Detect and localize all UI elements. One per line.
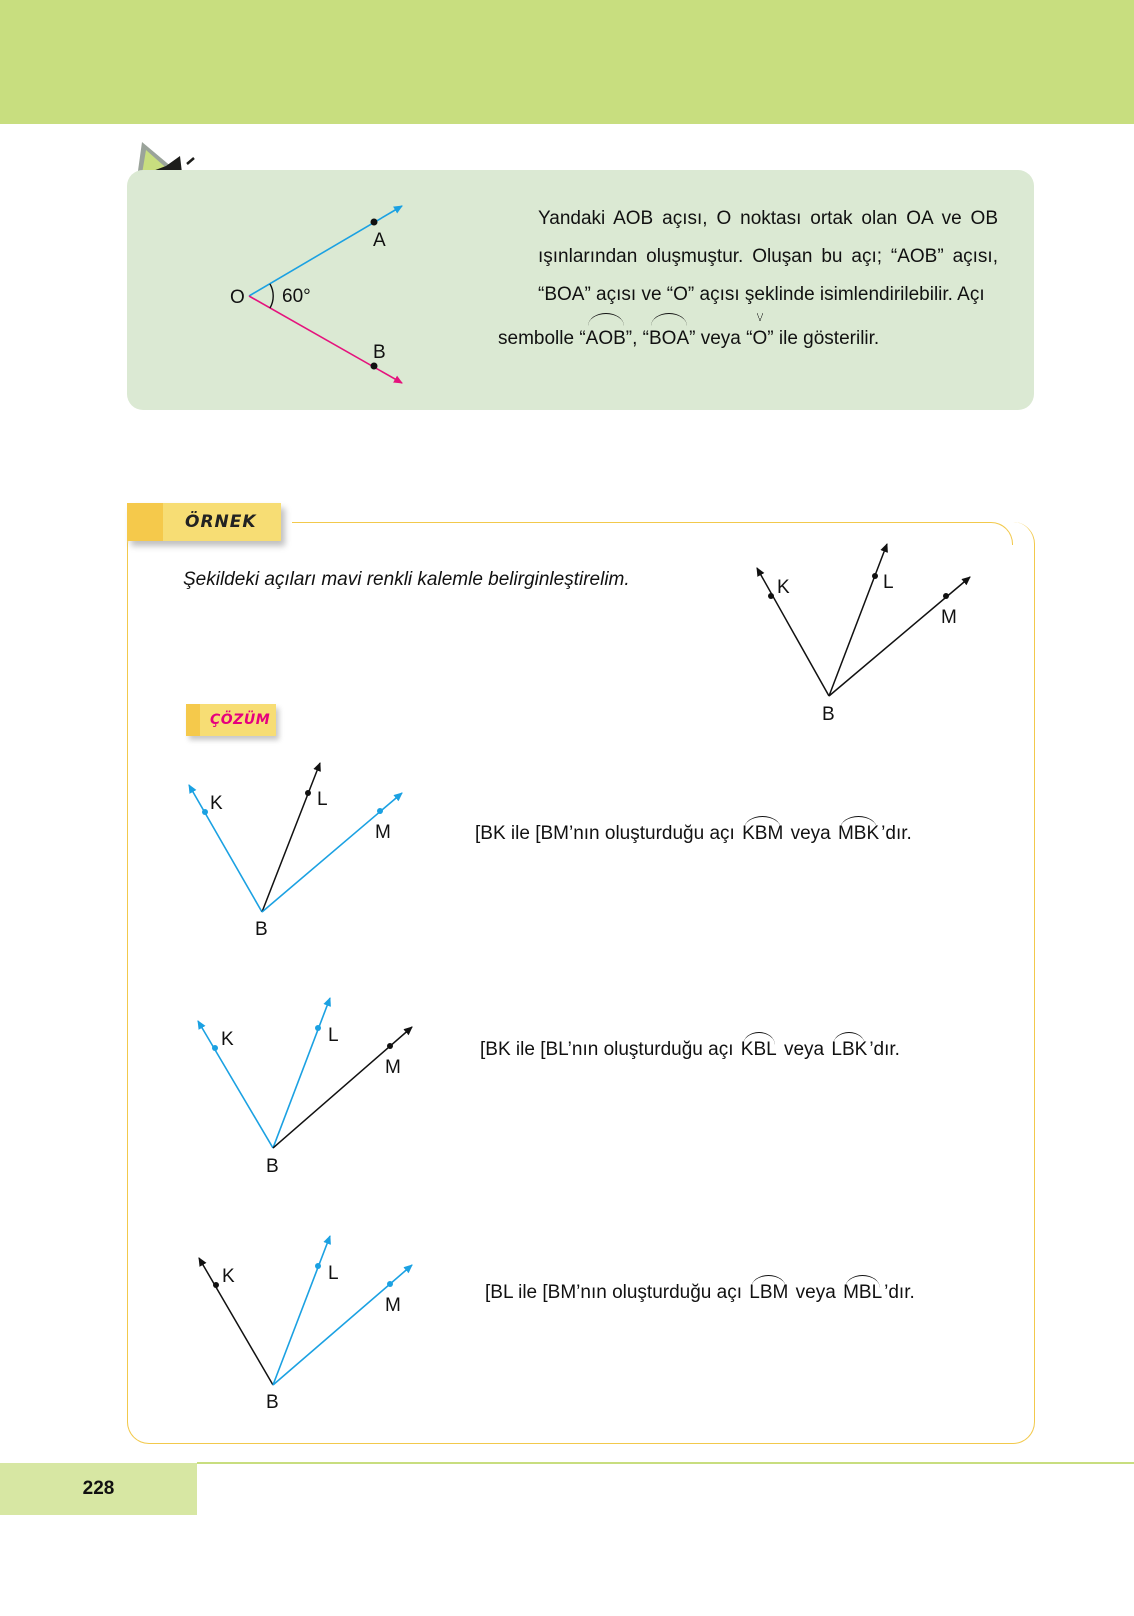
- example-question: Şekildeki açıları mavi renkli kalemle belirginleştirelim.: [183, 569, 630, 590]
- page-number: 228: [82, 1478, 115, 1499]
- example-label-k: K: [777, 577, 790, 598]
- svg-text:B: B: [266, 1156, 279, 1177]
- svg-text:M: M: [385, 1057, 401, 1078]
- solution-figure-1: [189, 763, 402, 940]
- example-label-b: B: [822, 704, 835, 725]
- svg-text:M: M: [375, 822, 391, 843]
- svg-text:K: K: [221, 1029, 234, 1050]
- info-paragraph: Yandaki AOB açısı, O noktası ortak olan OA ve OB ışınlarından oluşmuştur. Oluşan bu açı; “AOB” açısı, “BOA” açısı ve “O” açısı şeklinde isimlendirilebilir. Açı: [538, 208, 998, 305]
- angle-symbol-kbm: KBM: [742, 817, 783, 845]
- label-60-degrees: 60°: [282, 286, 311, 307]
- angle-symbol-lbm: LBM: [749, 1276, 788, 1304]
- svg-text:B: B: [266, 1392, 279, 1413]
- solution-figure-3: [199, 1236, 412, 1413]
- svg-text:B: B: [255, 919, 268, 940]
- svg-text:M: M: [385, 1295, 401, 1316]
- info-symbol-line: sembolle “AOB”, “BOA” veya “O” ile gösterilir.: [498, 314, 998, 358]
- label-b: B: [373, 342, 386, 363]
- solution-answer-3: [BL ile [BM’nın oluşturduğu açı LBM veya MBL ’dır.: [485, 1276, 915, 1304]
- angle-symbol-kbl: KBL: [741, 1033, 777, 1061]
- svg-text:L: L: [328, 1263, 339, 1284]
- label-a: A: [373, 230, 386, 251]
- angle-symbol-aob: AOB: [586, 314, 626, 358]
- label-o: O: [230, 287, 245, 308]
- example-label-m: M: [941, 607, 957, 628]
- footer-line: [197, 1462, 1134, 1464]
- solution-answer-1: [BK ile [BM’nın oluşturduğu açı KBM veya MBK ’dır.: [475, 817, 912, 845]
- cozum-tag: ÇÖZÜM: [186, 704, 276, 736]
- ornek-tag: ÖRNEK: [127, 503, 281, 541]
- solution-figure-2: [198, 998, 412, 1177]
- angle-symbol-lbk: LBK: [831, 1033, 867, 1061]
- angle-symbol-boa: BOA: [649, 314, 689, 358]
- example-label-l: L: [883, 572, 894, 593]
- svg-text:K: K: [222, 1266, 235, 1287]
- page-number-tab: [0, 1463, 197, 1515]
- svg-text:L: L: [317, 789, 328, 810]
- angle-symbol-mbl: MBL: [843, 1276, 882, 1304]
- angle-symbol-o: O: [752, 314, 767, 358]
- svg-text:L: L: [328, 1025, 339, 1046]
- solution-answer-2: [BK ile [BL’nın oluşturduğu açı KBL veya LBK ’dır.: [480, 1033, 900, 1061]
- angle-symbol-mbk: MBK: [838, 817, 879, 845]
- svg-text:K: K: [210, 793, 223, 814]
